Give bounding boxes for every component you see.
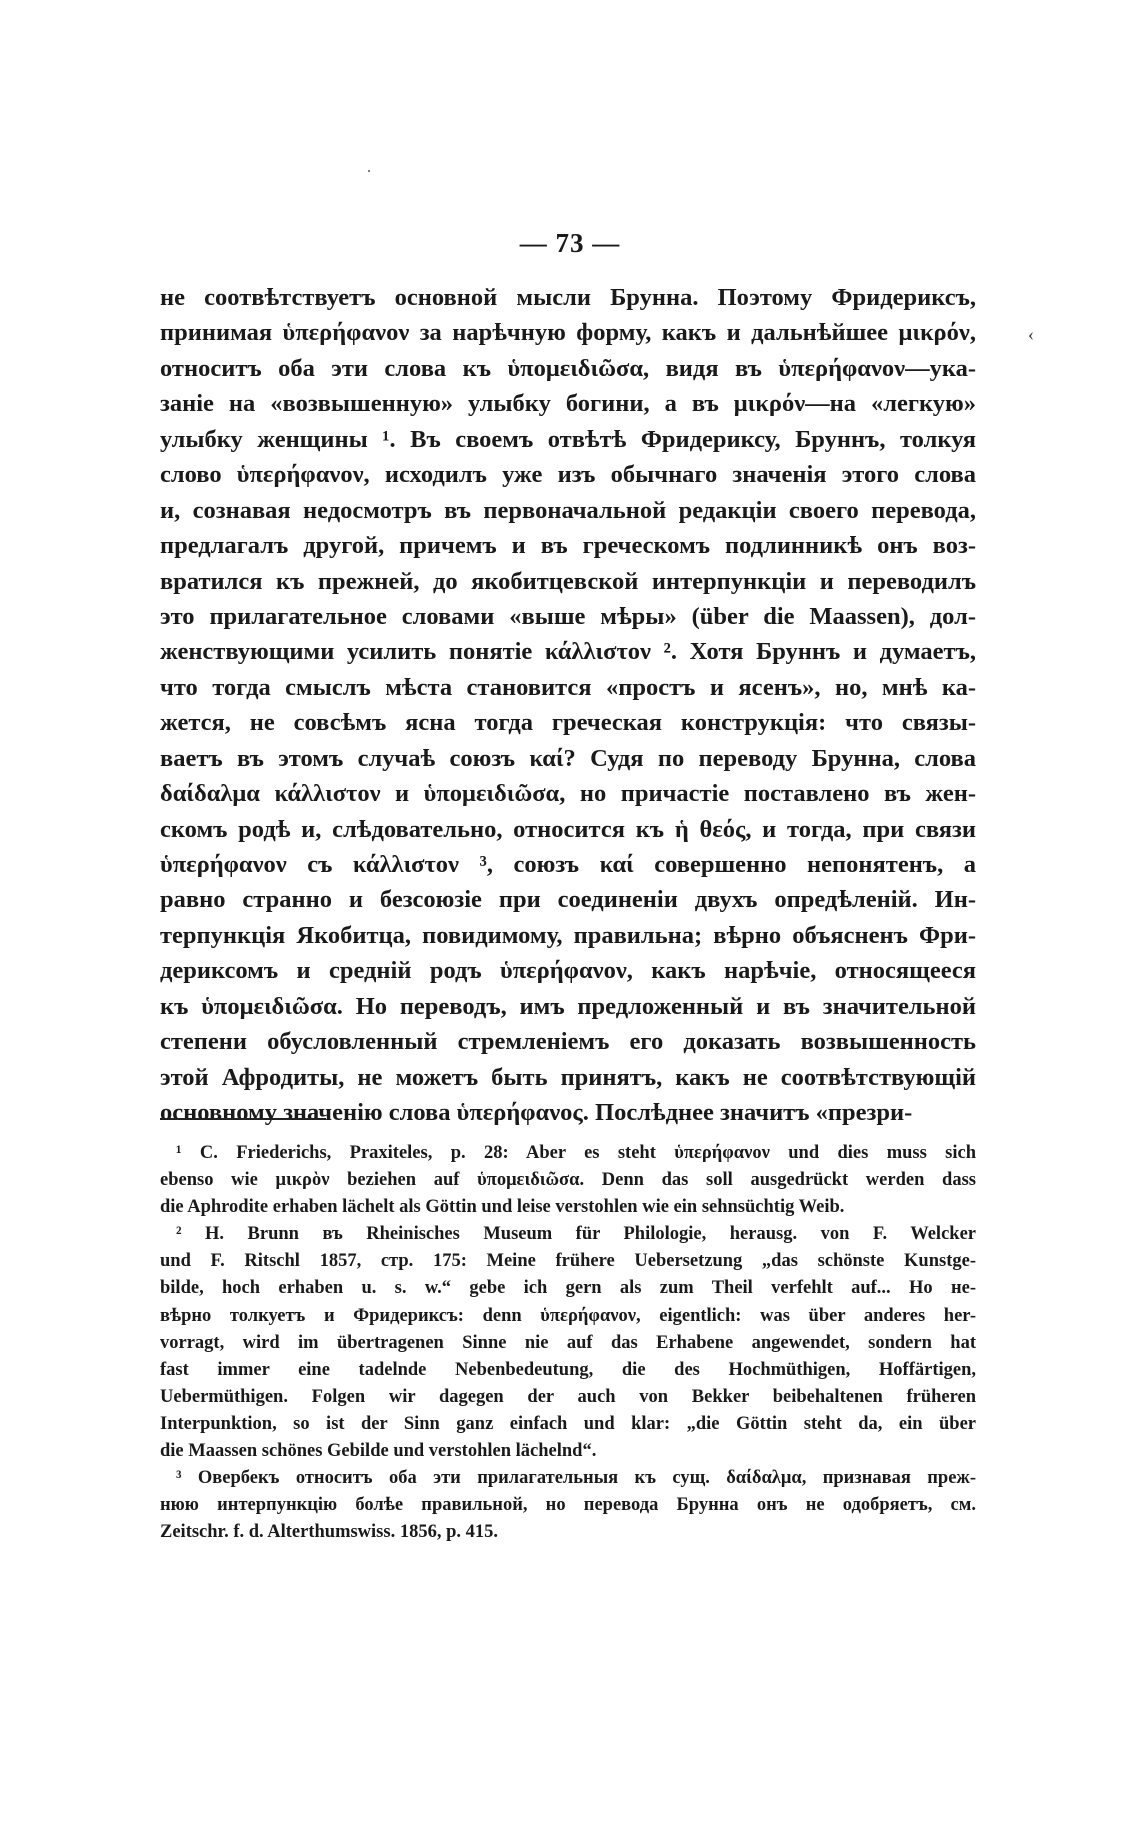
main-text-line: заніе на «возвышенную» улыбку богини, а въ μικρόν—на «легкую» [160,390,976,418]
margin-mark: ‹ [1028,324,1034,344]
main-text-line: улыбку женщины ¹. Въ своемъ отвѣтѣ Фридериксу, Бруннъ, толкуя [160,425,976,453]
main-text-line: скомъ родѣ и, слѣдовательно, относится къ ἡ θεός, и тогда, при связи [160,815,976,843]
footnote-line: ³ Овербекъ относитъ оба эти прилагательныя къ сущ. δαίδαλμα, признавая преж- [176,1468,976,1489]
main-text-line: что тогда смыслъ мѣста становится «простъ и ясенъ», но, мнѣ ка- [160,673,976,701]
main-text-line: предлагалъ другой, причемъ и въ греческомъ подлинникѣ онъ воз- [160,532,976,560]
main-text-line: это прилагательное словами «выше мѣры» (über die Maassen), дол- [160,602,976,630]
main-text-line: основному значенію слова ὑπερήφανος. Послѣднее значитъ «презри- [160,1099,913,1127]
page-number: — 73 — [519,228,621,258]
main-text-line: вратился къ прежней, до якобитцевской интерпункціи и переводилъ [160,567,976,595]
footnote-line: fast immer eine tadelnde Nebenbedeutung, die des Hochmüthigen, Hoffärtigen, [160,1359,976,1380]
main-text-line: дериксомъ и средній родъ ὑπερήφανον, какъ нарѣчіе, относящееся [160,957,976,985]
main-text-line: принимая ὑπερήφανον за нарѣчную форму, какъ и дальнѣйшее μικρόν, [160,319,976,347]
main-text-line: равно странно и безсоюзіе при соединеніи двухъ опредѣленій. Ин- [160,886,976,914]
footnote-line: bilde, hoch erhaben u. s. w.“ gebe ich gern als zum Theil verfehlt auf... Но не- [160,1278,976,1299]
main-text-line: терпункція Якобитца, повидимому, правильна; вѣрно объясненъ Фри- [160,921,976,949]
footnote-line: Interpunktion, so ist der Sinn ganz einfach und klar: „die Göttin steht da, ein über [160,1413,976,1434]
main-text-line: ваетъ въ этомъ случаѣ союзъ καί? Судя по переводу Брунна, слова [160,744,976,772]
footnote-line: ebenso wie μικρὸν beziehen auf ὑπομειδιῶσα. Denn das soll ausgedrückt werden dass [160,1170,976,1191]
main-text-line: жется, не совсѣмъ ясна тогда греческая конструкція: что связы- [160,709,976,737]
footnote-divider [160,1118,326,1120]
footnote-line: und F. Ritschl 1857, стр. 175: Meine frühere Uebersetzung „das schönste Kunstge- [160,1251,976,1272]
footnote-line: нюю интерпункцію болѣе правильной, но перевода Брунна онъ не одобряетъ, см. [160,1495,976,1516]
main-text-body [160,280,976,1131]
footnote-line: die Aphrodite erhaben lächelt als Göttin und leise verstohlen wie ein sehnsüchtig Weib. [160,1197,845,1218]
main-text-line: слово ὑπερήφανον, исходилъ уже изъ обычнаго значенія этого слова [160,461,976,489]
main-text-line: женствующими усилить понятіе κάλλιστον ². Хотя Бруннъ и думаетъ, [160,638,976,666]
main-text-line: не соотвѣтствуетъ основной мысли Брунна. Поэтому Фридериксъ, [160,284,976,311]
main-text-line: степени обусловленный стремленіемъ его доказать возвышенность [160,1028,976,1056]
page-speck [368,170,370,172]
footnote-line: ¹ C. Friederichs, Praxiteles, p. 28: Aber es steht ὑπερήφανον und dies muss sich [176,1143,976,1163]
footnotes-block [160,1140,976,1546]
footnote-line: Uebermüthigen. Folgen wir dagegen der auch von Bekker beibehaltenen früheren [160,1386,976,1407]
main-text-line: этой Афродиты, не можетъ быть принятъ, какъ не соотвѣтствующій [160,1063,976,1091]
main-text-line: и, сознавая недосмотръ въ первоначальной редакціи своего перевода, [160,496,976,524]
main-text-line: ὑπερήφανον съ κάλλιστον ³, союзъ καί совершенно непонятенъ, а [160,851,976,878]
main-text-line: относитъ оба эти слова къ ὑπομειδιῶσα, видя въ ὑπερήφανον—ука- [160,354,976,382]
footnote-line: ² H. Brunn въ Rheinisches Museum für Philologie, herausg. von F. Welcker [176,1224,976,1245]
footnote-line: Zeitschr. f. d. Alterthumswiss. 1856, p. 415. [160,1522,498,1543]
main-text-line: къ ὑπομειδιῶσα. Но переводъ, имъ предложенный и въ значительной [160,992,976,1020]
footnote-line: die Maassen schönes Gebilde und verstohlen lächelnd“. [160,1441,597,1462]
footnote-line: vorragt, wird im übertragenen Sinne nie auf das Erhabene angewendet, sondern hat [160,1332,976,1353]
footnote-line: вѣрно толкуетъ и Фридериксъ: denn ὑπερήφανον, eigentlich: was über anderes her- [160,1305,976,1326]
main-text-line: δαίδαλμα κάλλιστον и ὑπομειδιῶσα, но причастіе поставлено въ жен- [160,780,976,808]
